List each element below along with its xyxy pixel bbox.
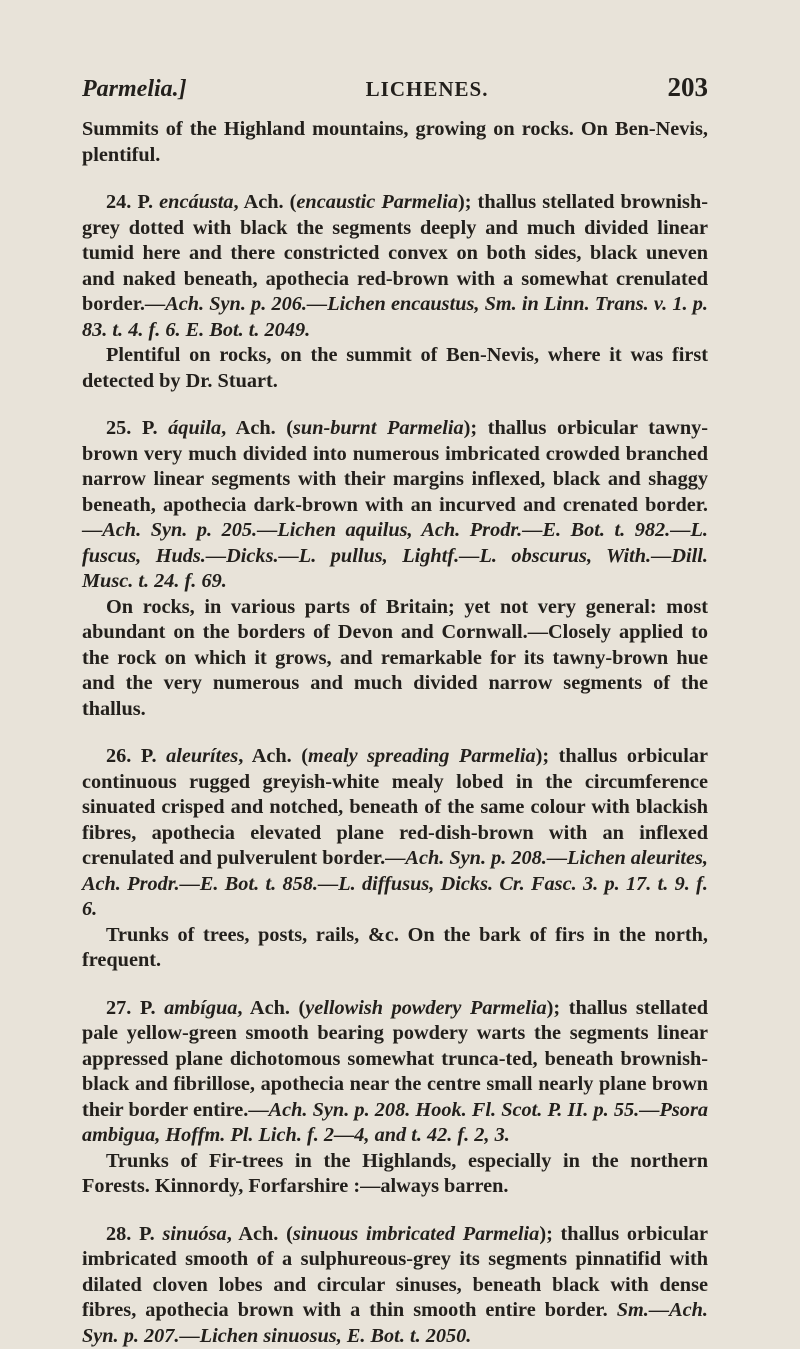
entry-author: , Ach. ( [221, 417, 293, 439]
entry-genus: P. [141, 745, 157, 767]
entry-synonyms: Ach. Syn. p. 208.—Lichen aleurites, Ach. Prodr.—E. Bot. t. 858.—L. diffusus, Dicks. Cr. Fasc. 3. p. 17. t. 9. f. 6. [82, 847, 708, 920]
entry-number: 28. [106, 1223, 131, 1245]
entry-species: sinuósa [162, 1223, 226, 1245]
species-entry [82, 190, 708, 394]
entry-author: , Ach. ( [234, 191, 297, 213]
entry-common-name: mealy spreading Parmelia [308, 745, 536, 767]
entry-synonyms: Sm.—Ach. Syn. p. 207.—Lichen sinuosus, E. Bot. t. 2050. [82, 1299, 708, 1347]
entry-habitat: Trunks of trees, posts, rails, &c. On the bark of firs in the north, frequent. [82, 923, 708, 974]
entry-description [82, 744, 708, 923]
entry-common-name: sinuous imbricated Parmelia [293, 1223, 539, 1245]
entry-diagnosis: ); thallus orbicular imbricated smooth of a sulphureous-grey its segments pinnatifid with dilated cloven lobes and circular sinuses, beneath black with dense fibres, apothecia brown with a thin smooth entire border. [82, 1223, 708, 1322]
entry-common-name: encaustic Parmelia [296, 191, 458, 213]
entry-species: aleurítes [166, 745, 238, 767]
entry-diagnosis: ); thallus stellated brownish-grey dotted with black the segments deeply and much divided linear tumid here and there constricted convex on both sides, black uneven and naked beneath, apothecia red-brown with a somewhat crenulated border.— [82, 191, 708, 315]
entry-common-name: yellowish powdery Parmelia [305, 997, 546, 1019]
entry-author: , Ach. ( [227, 1223, 293, 1245]
entry-species: ambígua [164, 997, 237, 1019]
species-entry [82, 416, 708, 722]
entry-description [82, 996, 708, 1149]
entry-common-name: sun-burnt Parmelia [293, 417, 464, 439]
entry-number: 27. [106, 997, 131, 1019]
entry-genus: P. [139, 1223, 155, 1245]
entry-diagnosis: ); thallus orbicular tawny-brown very much divided into numerous imbricated crowded branched narrow linear segments with their margins inflexed, black and shaggy beneath, apothecia dark-brown with an incurved and crenated border.— [82, 417, 708, 541]
entry-genus: P. [140, 997, 156, 1019]
species-entry [82, 996, 708, 1200]
entry-diagnosis: ); thallus stellated pale yellow-green smooth bearing powdery warts the segments linear appressed plane dichotomous somewhat trunca-ted, beneath brownish-black and fibrillose, apothecia near the centre small nearly plane brown their border entire.— [82, 997, 708, 1121]
entry-description [82, 1222, 708, 1349]
entry-synonyms: Ach. Syn. p. 205.—Lichen aquilus, Ach. Prodr.—E. Bot. t. 982.—L. fuscus, Huds.—Dicks.—L. pullus, Lightf.—L. obscurus, With.—Dill. Musc. t. 24. f. 69. [82, 519, 708, 592]
entry-author: , Ach. ( [237, 997, 305, 1019]
running-head-genus: Parmelia.] [82, 76, 187, 103]
species-entries [82, 190, 708, 1349]
entry-species: áquila [168, 417, 221, 439]
entry-synonyms: Ach. Syn. p. 206.—Lichen encaustus, Sm. in Linn. Trans. v. 1. p. 83. t. 4. f. 6. E. Bot. t. 2049. [82, 293, 708, 341]
entry-description [82, 190, 708, 343]
running-head [82, 72, 708, 103]
entry-genus: P. [142, 417, 158, 439]
page-number: 203 [667, 72, 708, 103]
entry-synonyms: Ach. Syn. p. 208. Hook. Fl. Scot. P. II. p. 55.—Psora ambigua, Hoffm. Pl. Lich. f. 2—4, and t. 42. f. 2, 3. [82, 1099, 708, 1147]
entry-habitat: On rocks, in various parts of Britain; yet not very general: most abundant on the borders of Devon and Cornwall.—Closely applied to the rock on which it grows, and remarkable for its tawny-brown hue and the very numerous and much divided narrow segments of the thallus. [82, 595, 708, 723]
entry-number: 26. [106, 745, 131, 767]
entry-genus: P. [137, 191, 153, 213]
entry-habitat: Trunks of Fir-trees in the Highlands, especially in the northern Forests. Kinnordy, Forfarshire :—always barren. [82, 1149, 708, 1200]
entry-species: encáusta [159, 191, 233, 213]
entry-author: , Ach. ( [238, 745, 308, 767]
opening-paragraph: Summits of the Highland mountains, growing on rocks. On Ben-Nevis, plentiful. [82, 117, 708, 168]
entry-number: 25. [106, 417, 131, 439]
entry-habitat: Plentiful on rocks, on the summit of Ben-Nevis, where it was first detected by Dr. Stuart. [82, 343, 708, 394]
entry-description [82, 416, 708, 595]
entry-diagnosis: ); thallus orbicular continuous rugged greyish-white mealy lobed in the circumference sinuated crisped and notched, beneath of the same colour with blackish fibres, apothecia elevated plane red-dish-brown with an inflexed crenulated and pulverulent border.— [82, 745, 708, 869]
running-head-title: LICHENES. [366, 77, 489, 102]
species-entry [82, 744, 708, 974]
entry-number: 24. [106, 191, 131, 213]
species-entry [82, 1222, 708, 1349]
